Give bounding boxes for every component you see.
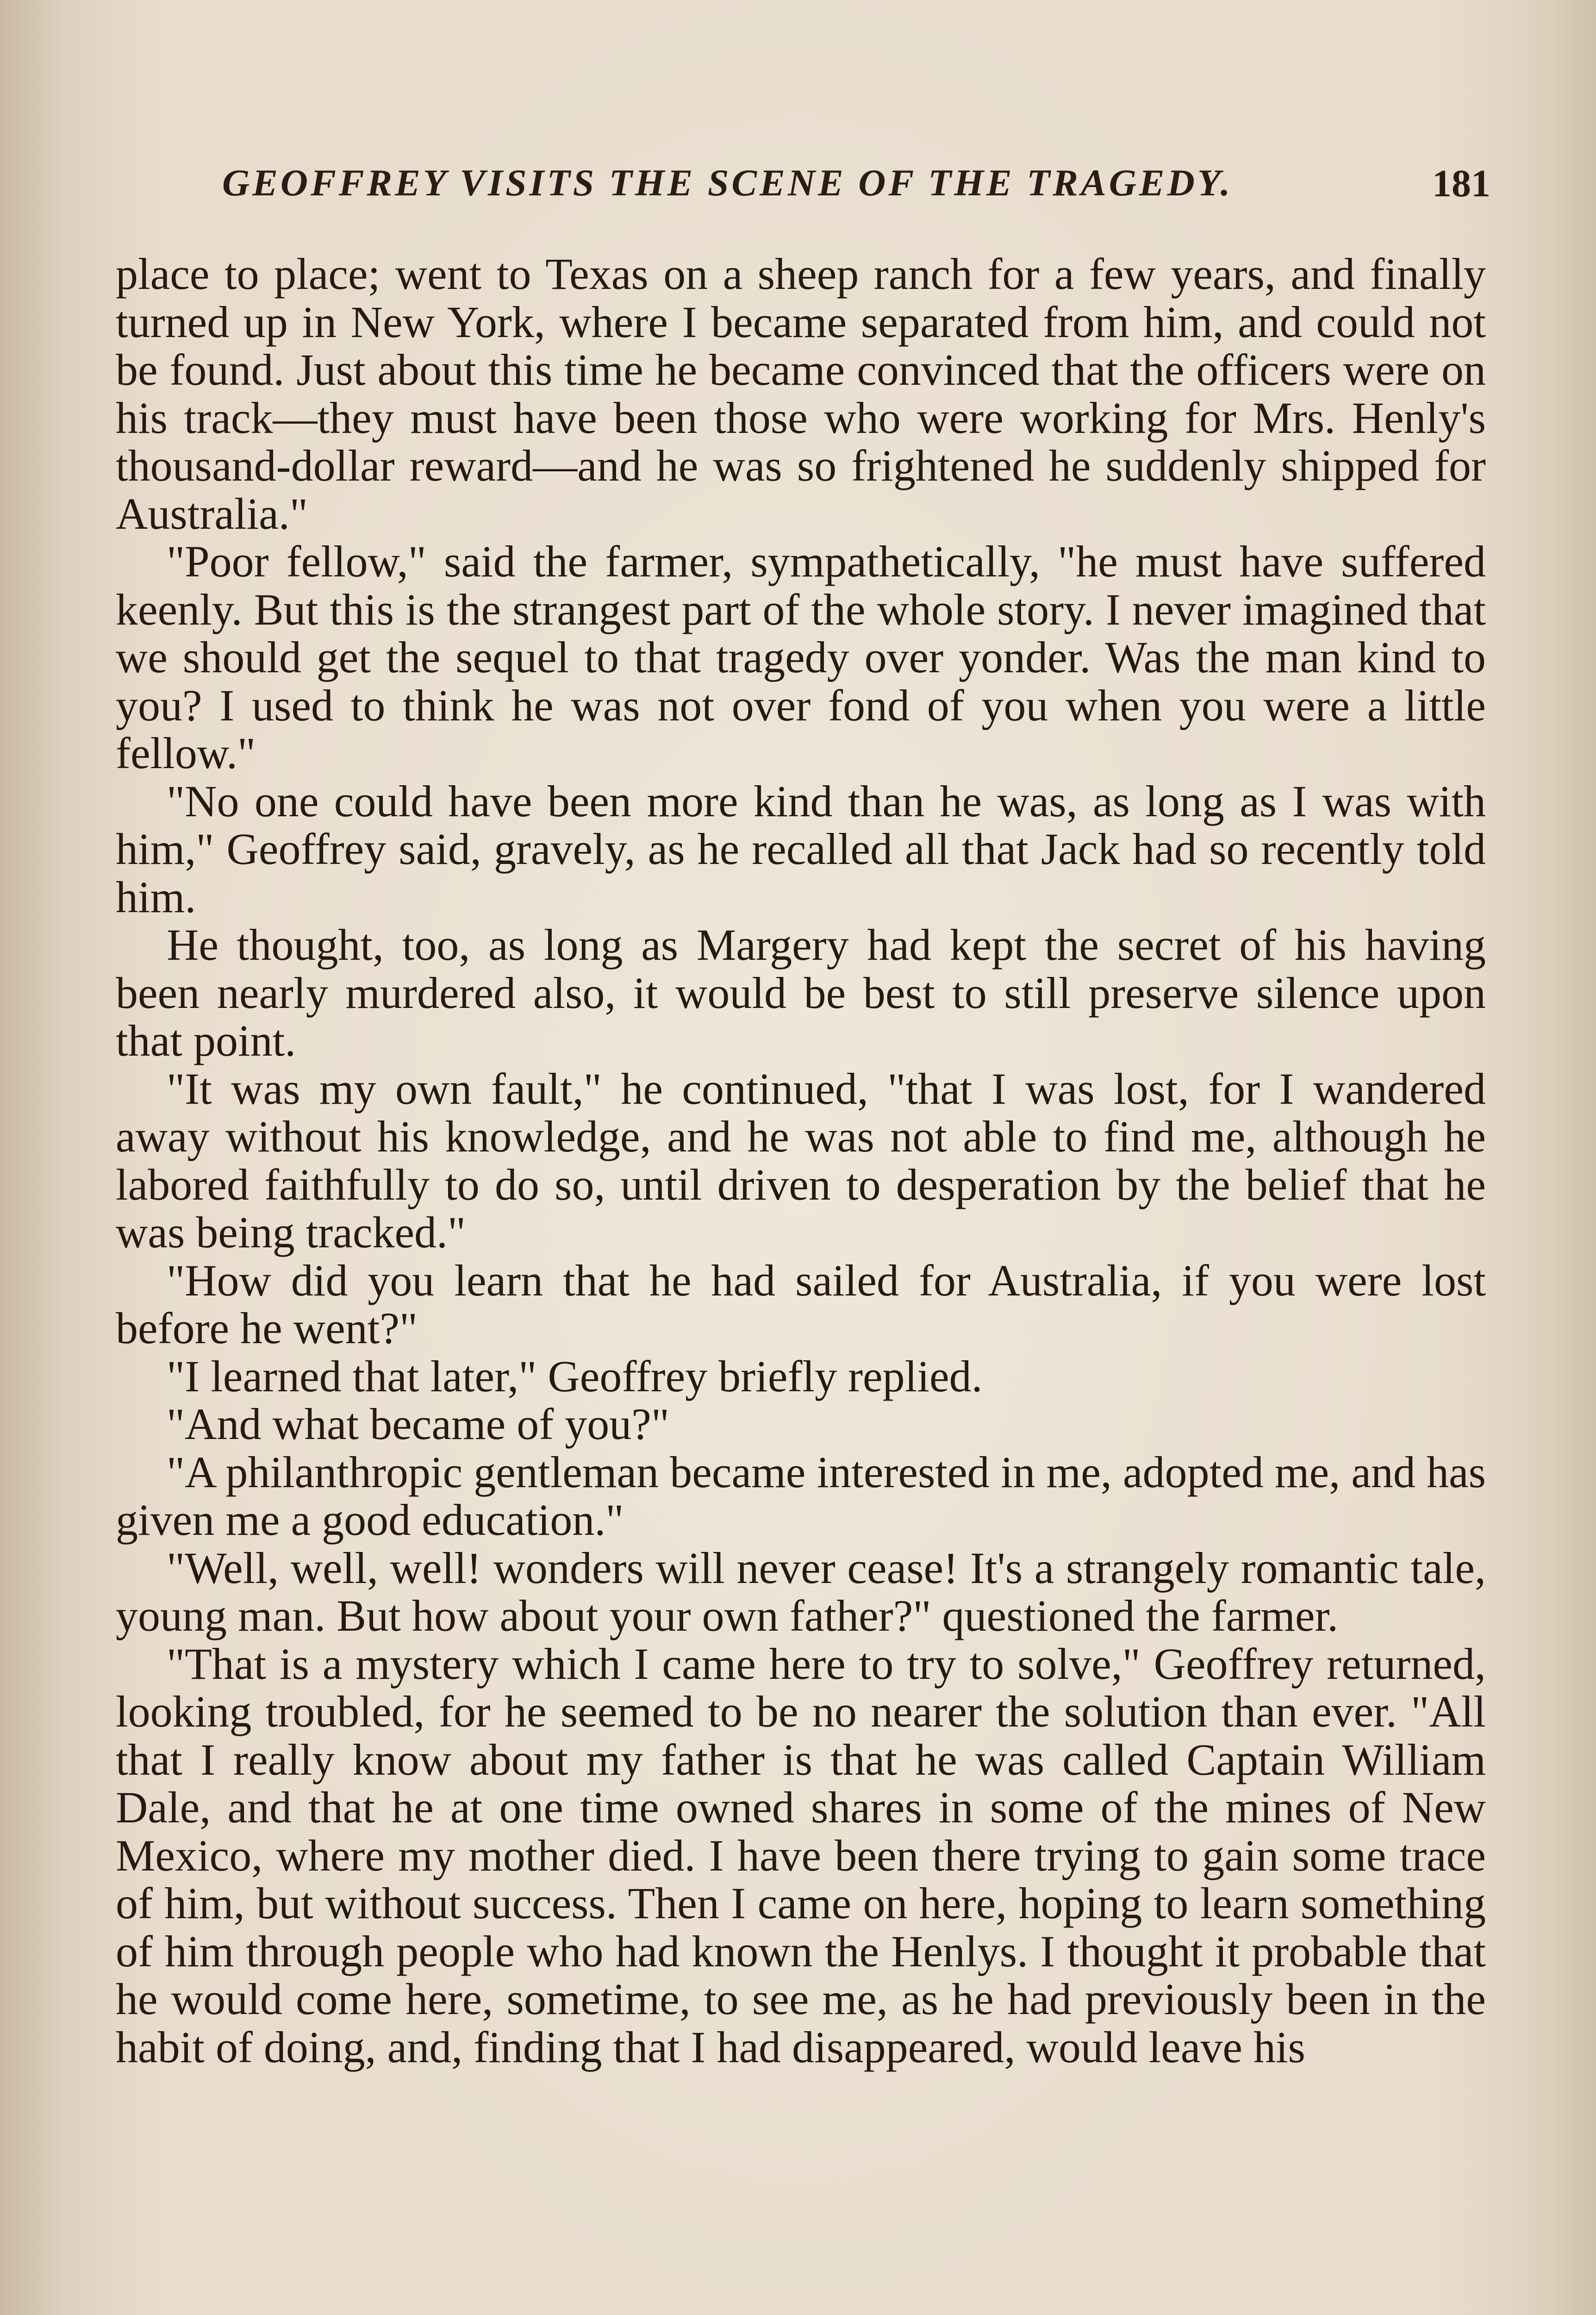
paragraph: He thought, too, as long as Margery had kept the secret of his having been nearly murdered also, it would be best to still preserve silence upon that point.: [116, 920, 1486, 1065]
paragraph: "Poor fellow," said the farmer, sympathetically, "he must have suffered keenly. But this is the strangest part of the whole story. I never imagined that we should get the sequel to that tragedy over yonder. Was the man kind to you? I used to think he was not over fond of you when you were a little fellow.": [116, 537, 1486, 778]
paragraph: "It was my own fault," he continued, "that I was lost, for I wandered away without his knowledge, and he was not able to find me, although he labored faithfully to do so, until driven to desperation by the belief that he was being tracked.": [116, 1064, 1486, 1257]
page-header: [222, 161, 1490, 212]
page-number: 181: [1432, 162, 1490, 205]
paragraph: "I learned that later," Geoffrey briefly replied.: [167, 1351, 983, 1401]
body-text: [116, 250, 1486, 2071]
paragraph: "A philanthropic gentleman became interested in me, adopted me, and has given me a good education.": [116, 1447, 1486, 1545]
paragraph: "That is a mystery which I came here to try to solve," Geoffrey returned, looking troubled, for he seemed to be no nearer the solution than ever. "All that I really know about my father is that he was called Captain William Dale, and that he at one time owned shares in some of the mines of New Mexico, where my mother died. I have been there trying to gain some trace of him, but without success. Then I came on here, hoping to learn something of him through people who had known the Henlys. I thought it probable that he would come here, sometime, to see me, as he had previously been in the habit of doing, and, finding that I had disappeared, would leave his: [116, 1639, 1486, 2072]
paragraph: place to place; went to Texas on a sheep ranch for a few years, and finally turned up in New York, where I became separated from him, and could not be found. Just about this time he became convinced that the officers were on his track—they must have been those who were working for Mrs. Henly's thousand-dollar reward—and he was so frightened he suddenly shipped for Australia.": [116, 249, 1486, 538]
running-head: GEOFFREY VISITS THE SCENE OF THE TRAGEDY.: [222, 162, 1233, 204]
paragraph: "How did you learn that he had sailed for Australia, if you were lost before he went?": [116, 1255, 1486, 1353]
paragraph: "And what became of you?": [167, 1399, 669, 1449]
paragraph: "No one could have been more kind than he was, as long as I was with him," Geoffrey said, gravely, as he recalled all that Jack had so recently told him.: [116, 776, 1486, 922]
paragraph: "Well, well, well! wonders will never cease! It's a strangely romantic tale, young man. But how about your own father?" questioned the farmer.: [116, 1543, 1486, 1640]
